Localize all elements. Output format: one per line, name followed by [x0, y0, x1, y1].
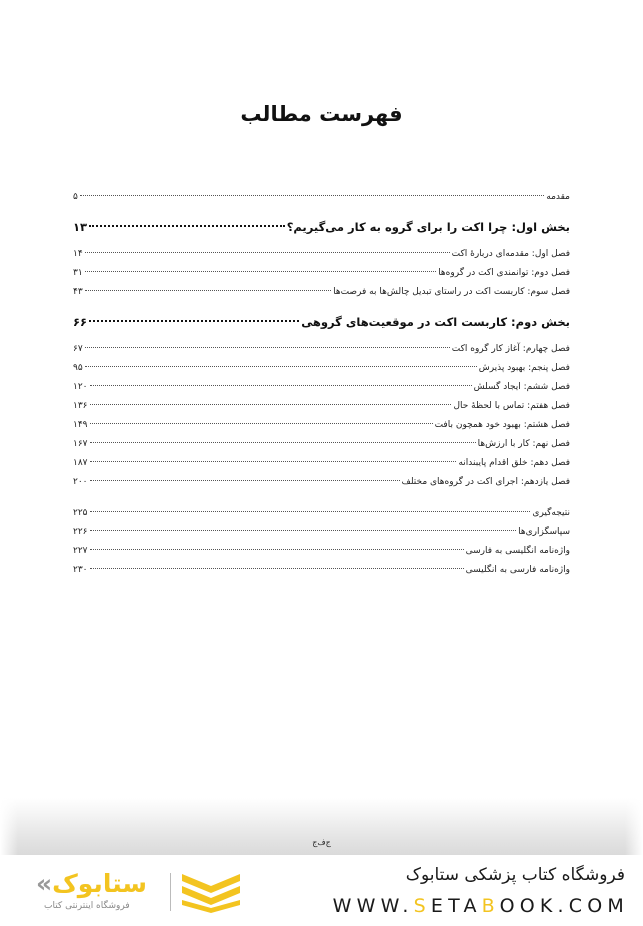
toc-entry[interactable] [73, 264, 570, 283]
toc-entry[interactable] [73, 378, 570, 397]
toc-part[interactable] [73, 310, 570, 334]
brand-subtitle: فروشگاه اینترنتی کتاب [44, 901, 130, 911]
dot-leader [90, 511, 531, 512]
toc-entry-label: واژه‌نامه فارسی به انگلیسی [465, 565, 570, 575]
store-name: فروشگاه کتاب پزشکی ستابوک [405, 865, 625, 885]
dot-leader [85, 347, 450, 348]
dot-leader [90, 385, 472, 386]
double-chevron-icon: « [36, 869, 53, 898]
dot-leader [90, 480, 400, 481]
toc-entry-label: فصل ششم: ایجاد گسلش [473, 382, 570, 392]
toc-entry-label: فصل پنجم: بهبود پذیرش [478, 363, 570, 373]
store-logo[interactable] [30, 869, 245, 917]
url-highlight: B [481, 895, 500, 917]
toc-entry-page: ۱۸۷ [73, 458, 88, 468]
toc-entry-label: فصل دهم: خلق اقدام پایبندانه [458, 458, 570, 468]
toc-entry-label: فصل اول: مقدمه‌ای دربارهٔ اکت [451, 249, 570, 259]
dot-leader [90, 461, 457, 462]
toc-entry-page: ۲۲۶ [73, 527, 88, 537]
toc-entry-page: ۹۵ [73, 363, 83, 373]
toc-entry[interactable] [73, 435, 570, 454]
toc-entry[interactable] [73, 340, 570, 359]
dot-leader [80, 195, 544, 196]
toc-entry-page: ۱۶۷ [73, 439, 88, 449]
toc-entry-page: ۲۳۰ [73, 565, 88, 575]
toc-entry-page: ۱۲۰ [73, 382, 88, 392]
dot-leader [85, 290, 331, 291]
toc-entry[interactable] [73, 188, 570, 207]
toc-entry-page: ۱۴۹ [73, 420, 88, 430]
toc-entry-page: ۵ [73, 192, 78, 202]
toc-part-page: ۶۶ [73, 315, 88, 329]
toc-entry[interactable] [73, 523, 570, 542]
toc-entry-label: فصل چهارم: آغاز کار گروه اکت [451, 344, 570, 354]
toc-part-label: بخش اول: چرا اکت را برای گروه به کار می‌گیریم؟ [286, 220, 570, 234]
toc-entry[interactable] [73, 283, 570, 302]
dot-leader [85, 271, 437, 272]
url-part: ETA [430, 895, 482, 917]
toc-entry[interactable] [73, 245, 570, 264]
toc-entry[interactable] [73, 542, 570, 561]
toc-entry-label: مقدمه [546, 192, 570, 202]
toc-entry-page: ۲۰۰ [73, 477, 88, 487]
dot-leader [85, 252, 450, 253]
toc-entry-page: ۶۷ [73, 344, 83, 354]
toc-entry-label: فصل هفتم: تماس با لحظهٔ حال [453, 401, 570, 411]
toc-entry-page: ۱۴ [73, 249, 83, 259]
dot-leader [90, 442, 476, 443]
toc-entry-page: ۳۱ [73, 268, 83, 278]
toc-entry-label: فصل دوم: توانمندی اکت در گروه‌ها [438, 268, 570, 278]
toc-entry-label: فصل یازدهم: اجرای اکت در گروه‌های مختلف [401, 477, 570, 487]
toc-part[interactable] [73, 215, 570, 239]
toc-part-label: بخش دوم: کاربست اکت در موقعیت‌های گروهی [301, 315, 570, 329]
dot-leader [90, 549, 464, 550]
toc-entry[interactable] [73, 359, 570, 378]
table-of-contents [73, 188, 570, 580]
brand-wordmark [36, 869, 147, 898]
toc-entry[interactable] [73, 416, 570, 435]
dot-leader [90, 568, 464, 569]
dot-leader [90, 530, 517, 531]
dot-leader [85, 366, 477, 367]
chevron-stack-icon [180, 873, 242, 913]
toc-entry[interactable] [73, 473, 570, 492]
toc-entry[interactable] [73, 561, 570, 580]
url-highlight: S [413, 895, 431, 917]
toc-entry-label: فصل سوم: کاربست اکت در راستای تبدیل چالش‌ها به فرصت‌ها [333, 287, 570, 297]
page-number: ج‌ف‌ج [312, 838, 331, 847]
brand-name: ستابوک [52, 869, 147, 898]
dot-leader [89, 225, 285, 227]
toc-entry[interactable] [73, 504, 570, 523]
toc-entry-page: ۲۲۷ [73, 546, 88, 556]
toc-entry-label: سپاسگزاری‌ها [518, 527, 570, 537]
toc-entry-page: ۱۳۶ [73, 401, 88, 411]
toc-entry-page: ۲۲۵ [73, 508, 88, 518]
url-part: OOK.COM [499, 895, 629, 917]
url-part: WWW. [332, 895, 414, 917]
toc-entry[interactable] [73, 397, 570, 416]
logo-divider [170, 873, 171, 911]
toc-entry-label: فصل هشتم: بهبود خود همچون بافت [434, 420, 570, 430]
toc-entry[interactable] [73, 454, 570, 473]
dot-leader [89, 320, 299, 322]
toc-entry-page: ۴۳ [73, 287, 83, 297]
toc-entry-label: فصل نهم: کار با ارزش‌ها [477, 439, 570, 449]
toc-entry-label: نتیجه‌گیری [532, 508, 570, 518]
page-title: فهرست مطالب [240, 102, 403, 126]
dot-leader [90, 423, 433, 424]
store-url[interactable] [333, 895, 629, 917]
toc-part-page: ۱۳ [73, 220, 88, 234]
toc-entry-label: واژه‌نامه انگلیسی به فارسی [465, 546, 570, 556]
watermark-footer [0, 855, 643, 926]
dot-leader [90, 404, 452, 405]
